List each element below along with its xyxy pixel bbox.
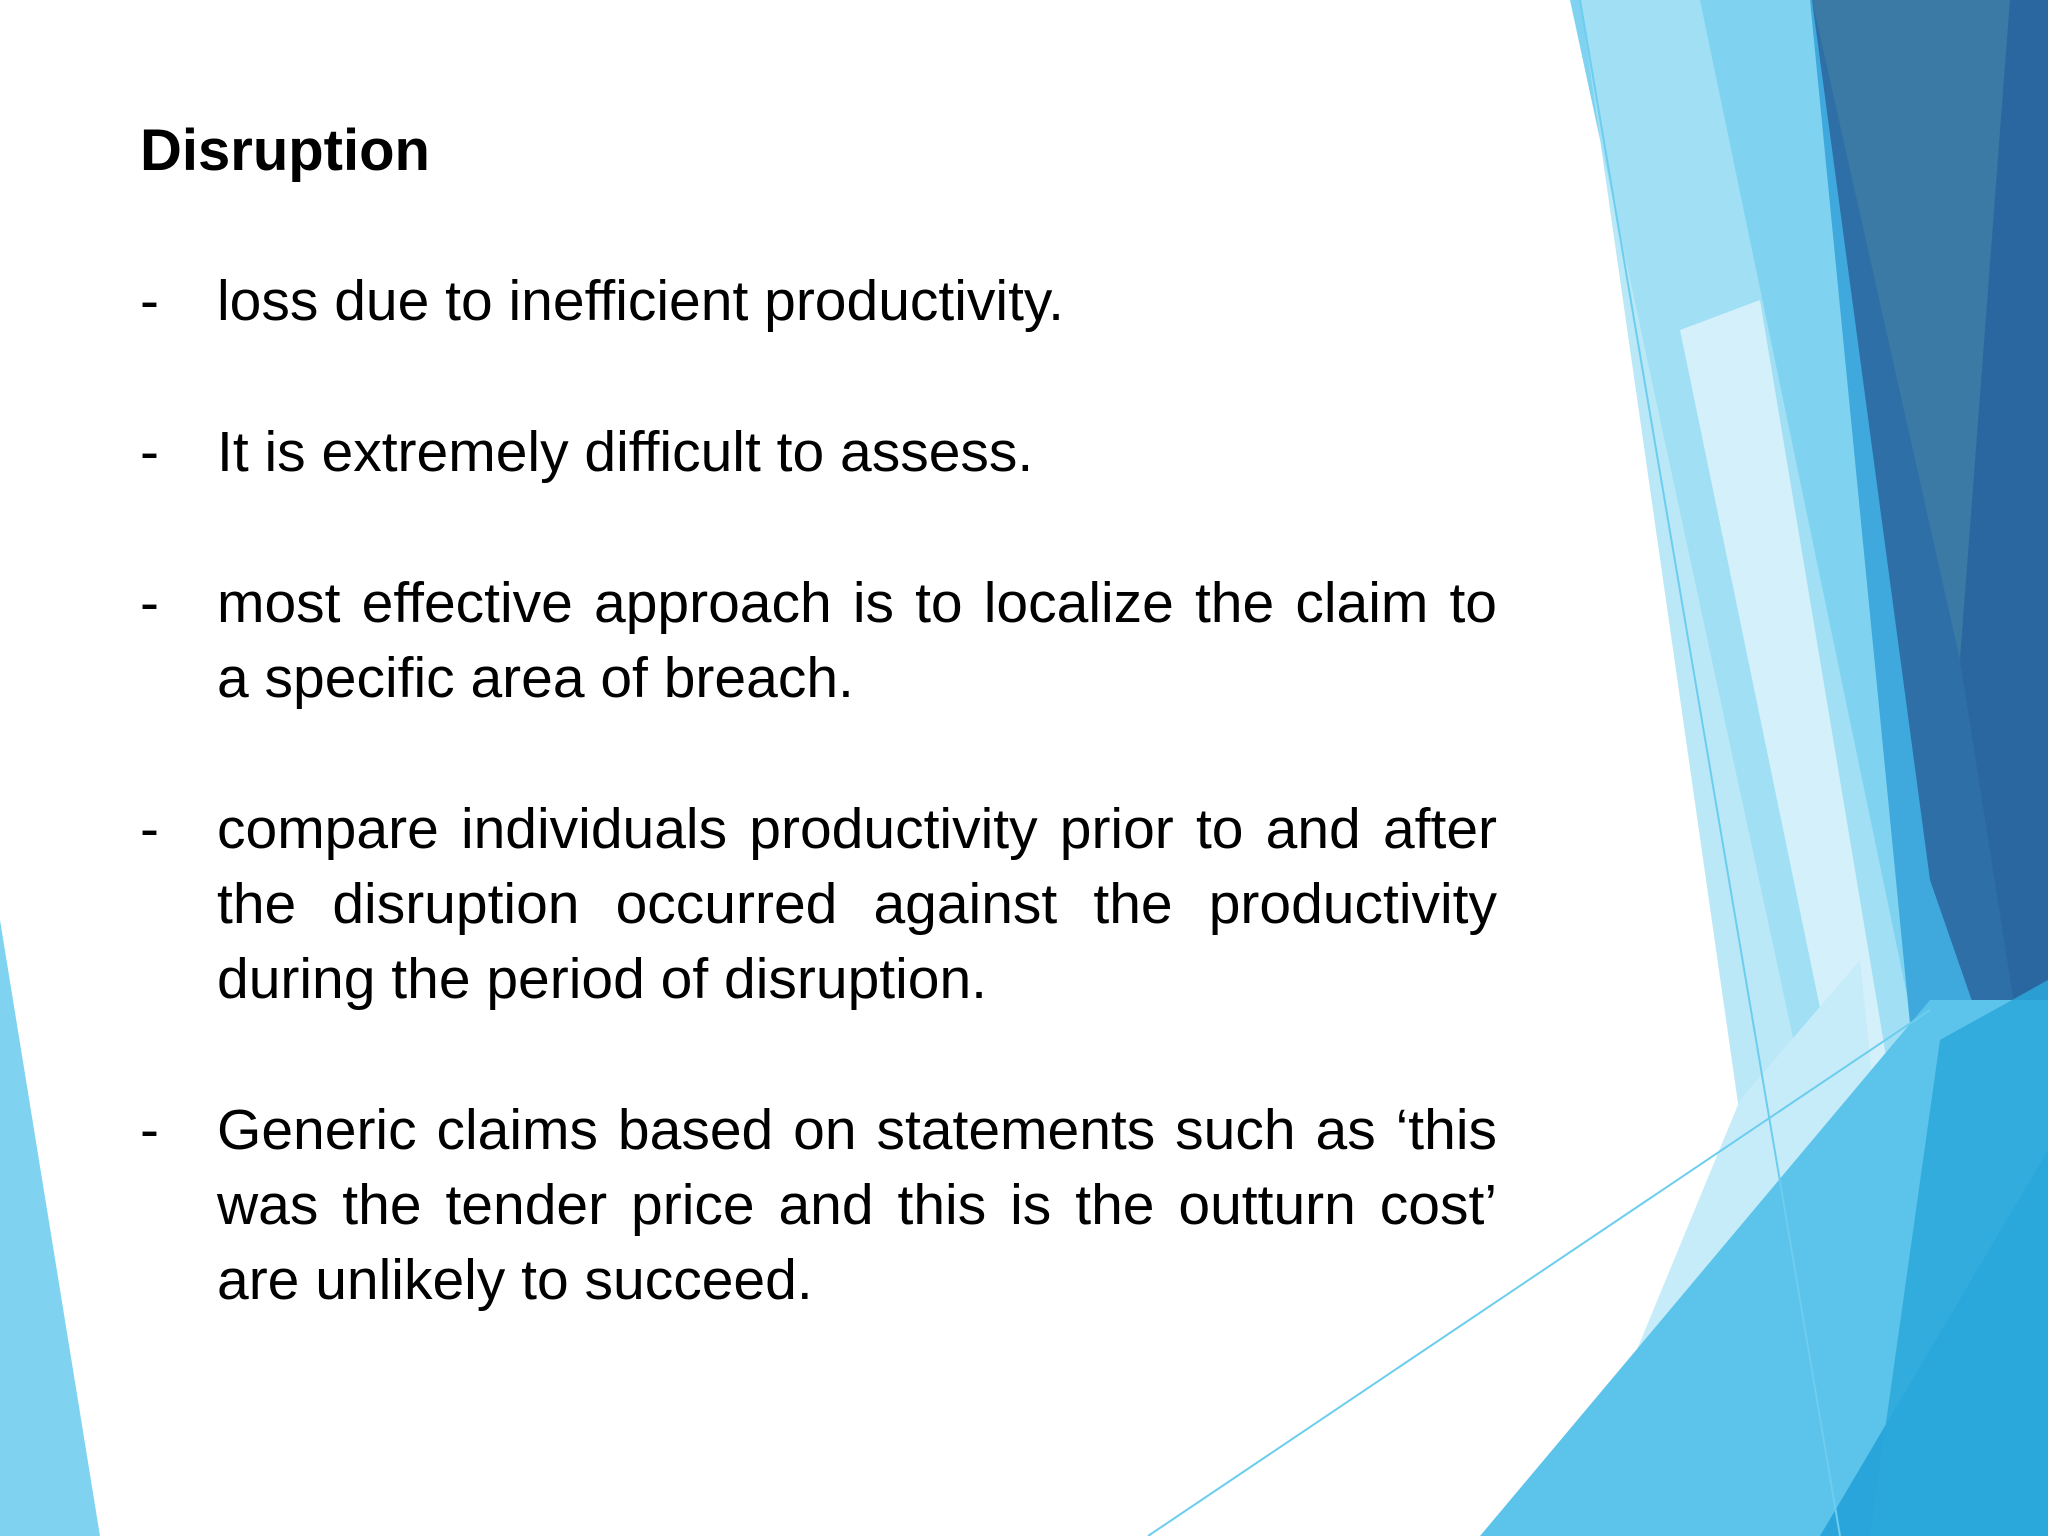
bullet-text: loss due to inefficient productivity. xyxy=(217,269,1065,333)
bullet-item xyxy=(140,792,1497,1017)
slide-content xyxy=(140,112,1497,1394)
bullet-item xyxy=(140,1093,1497,1318)
bullet-marker: - xyxy=(140,1098,159,1162)
bullet-marker: - xyxy=(140,420,159,484)
bullet-marker: - xyxy=(140,269,159,333)
bullet-item xyxy=(140,264,1497,339)
left-accent-shape xyxy=(0,920,100,1536)
bullet-text: It is extremely difficult to assess. xyxy=(217,420,1034,484)
bullet-text: Generic claims based on statements such as ‘this was the tender price and this is the outturn cost’ are unlikely to succeed. xyxy=(217,1098,1497,1312)
bullet-marker: - xyxy=(140,797,159,861)
bullet-item xyxy=(140,415,1497,490)
bullet-list xyxy=(140,264,1497,1318)
bullet-item xyxy=(140,566,1497,716)
bullet-text: most effective approach is to localize the claim to a specific area of breach. xyxy=(217,571,1497,710)
bullet-text: compare individuals productivity prior to and after the disruption occurred against the productivity during the period of disruption. xyxy=(217,797,1497,1011)
slide-title: Disruption xyxy=(140,118,430,183)
bullet-marker: - xyxy=(140,571,159,635)
